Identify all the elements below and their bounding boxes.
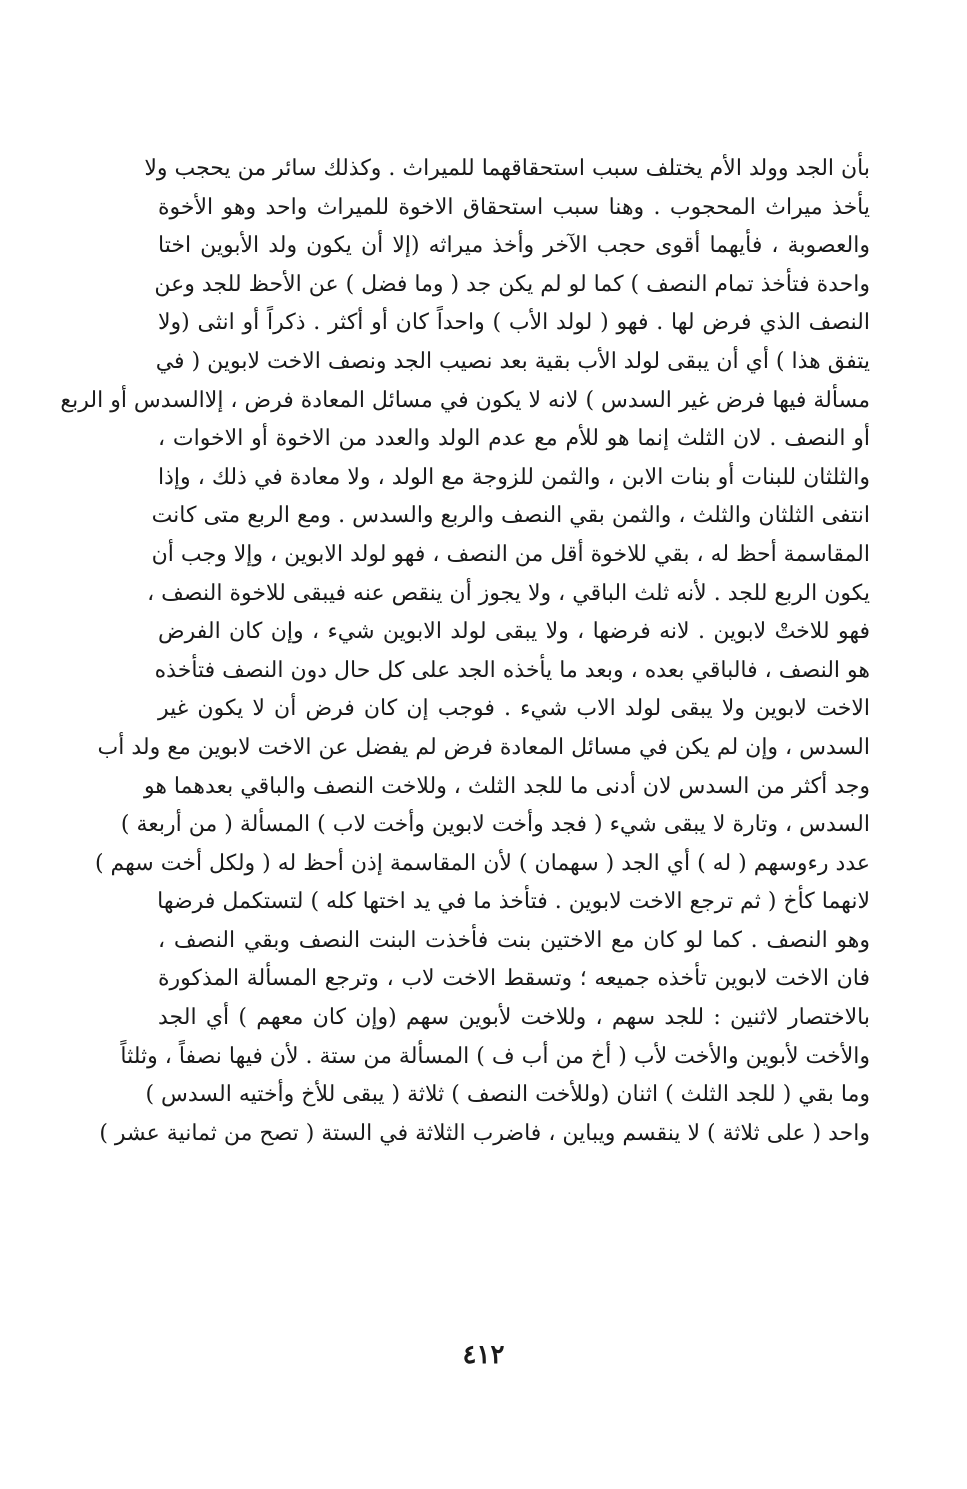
text-line: انتفى الثلثان والثلث ، والثمن بقي النصف والربع والسدس . ومع الربع متى كانت <box>151 503 870 529</box>
text-line: فهو للاختْ لابوين . لانه فرضها ، ولا يبقى لولد الابوين شيء ، وإن كان الفرض <box>158 619 871 645</box>
text-line: والعصوبة ، فأيهما أقوى حجب الآخر وأخذ ميراثه (إلا أن يكون ولد الأبوين اختا <box>158 233 870 259</box>
text-line: فان الاخت لابوين تأخذه جميعه ؛ وتسقط الاخت لاب ، وترجع المسألة المذكورة <box>158 966 870 992</box>
text-line: أو النصف . لان الثلث إنما هو للأم مع عدم الولد والعدد من الاخوة أو الاخوات ، <box>158 426 870 452</box>
text-line: النصف الذي فرض لها . فهو ( لولد الأب ) واحداً كان أو أكثر . ذكراً أو انثى (ولا <box>158 310 870 336</box>
text-line: بالاختصار لاثنين : للجد سهم ، وللاخت لأبوين سهم (وإن كان معهم ) أي الجد <box>158 1005 870 1031</box>
body-text <box>60 150 871 1153</box>
text-line: هو النصف ، فالباقي بعده ، وبعد ما يأخذه الجد على كل حال دون النصف فتأخذه <box>154 657 870 683</box>
text-line: واحد ( على ثلاثة ) لا ينقسم ويباين ، فاضرب الثلاثة في الستة ( تصح من ثمانية عشر ) <box>99 1120 870 1146</box>
text-line: لانهما كأخ ( ثم ترجع الاخت لابوين . فتأخذ ما في يد اختها كله ) لتستكمل فرضها <box>157 889 870 915</box>
text-line: بأن الجد وولد الأم يختلف سبب استحقاقهما للميراث . وكذلك سائر من يحجب ولا <box>144 156 870 181</box>
text-line: مسألة فيها فرض غير السدس ) لانه لا يكون في مسائل المعادة فرض ، إلاالسدس أو الربع <box>60 387 870 413</box>
page-number: ٤١٢ <box>462 1340 505 1370</box>
text-line: يأخذ ميراث المحجوب . وهنا سبب استحقاق الاخوة للميراث واحد وهو الأخوة <box>158 194 870 220</box>
text-line: وهو النصف . كما لو كان مع الاختين بنت فأخذت البنت النصف وبقي النصف ، <box>158 927 870 953</box>
text-line: وما بقي ( للجد الثلث ) اثنان (وللأخت النصف ) ثلاثة ( يبقى للأخ وأختيه السدس ) <box>145 1082 870 1108</box>
text-line: يكون الربع للجد . لأنه ثلث الباقي ، ولا يجوز أن ينقص عنه فيبقى للاخوة النصف ، <box>147 580 870 606</box>
text-line: عدد رءوسهم ( له ) أي الجد ( سهمان ) لأن المقاسمة إذن أحظ له ( ولكل أخت سهم ) <box>94 850 870 876</box>
text-line: والأخت لأبوين والأخت لأب ( أخ من أب ف ) المسألة من ستة . لأن فيها نصفاً ، وثلثاً <box>120 1043 870 1069</box>
text-line: الاخت لابوين ولا يبقى لولد الاب شيء . فوجب إن كان فرض أن لا يكون غير <box>158 696 870 722</box>
text-line: وجد أكثر من السدس لان أدنى ما للجد الثلث ، وللاخت النصف والباقي بعدهما هو <box>143 773 870 799</box>
text-line: يتفق هذا ) أي أن يبقى لولد الأب بقية بعد نصيب الجد ونصف الاخت لابوين ( في <box>155 348 870 374</box>
text-line: والثلثان للبنات أو بنات الابن ، والثمن للزوجة مع الولد ، ولا معادة في ذلك ، وإذا <box>158 464 870 490</box>
text-line: المقاسمة أحظ له ، بقي للاخوة أقل من النصف ، فهو لولد الابوين ، وإلا وجب أن <box>151 541 870 567</box>
text-line: واحدة فتأخذ تمام النصف ) كما لو لم يكن جد ( وما فضل ) عن الأحظ للجد وعن <box>154 271 870 297</box>
text-line: السدس ، وإن لم يكن في مسائل المعادة فرض لم يفضل عن الاخت لابوين مع ولد أب <box>97 734 870 760</box>
text-line: السدس ، وتارة لا يبقى شيء ( فجد وأخت لابوين وأخت لاب ) المسألة ( من أربعة ) <box>120 812 870 838</box>
